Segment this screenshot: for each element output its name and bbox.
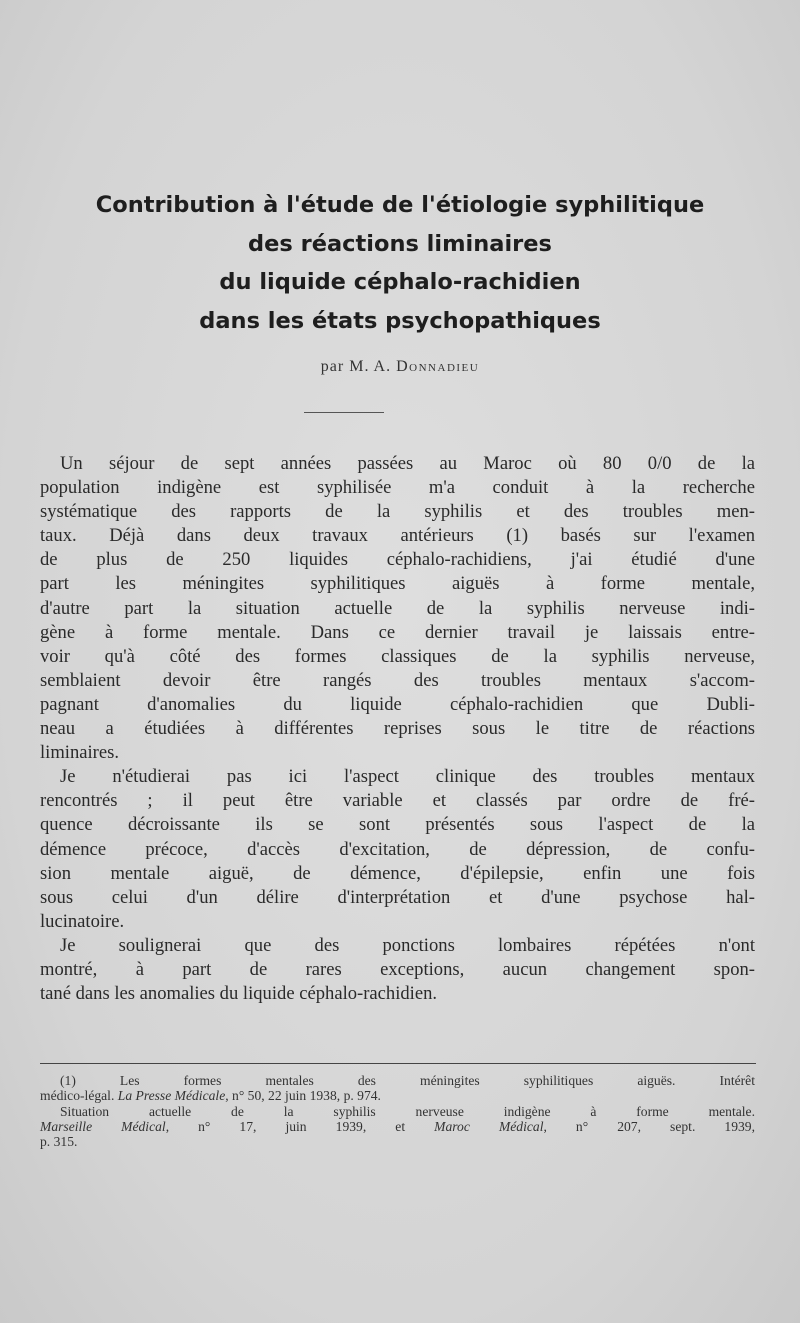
text-line: neau a étudiées à différentes reprises sous le titre de réactions: [40, 718, 755, 740]
journal-title: Marseille Médical: [40, 1118, 166, 1134]
footnote-2-line: Situation actuelle de la syphilis nerveuse indigène à forme mentale.: [60, 1103, 755, 1119]
text-line: lucinatoire.: [40, 910, 125, 932]
text-line: de plus de 250 liquides céphalo-rachidiens, j'ai étudié d'une: [40, 549, 755, 571]
text-line: quence décroissante ils se sont présentés sous l'aspect de la: [40, 814, 755, 836]
paragraph-3: [40, 934, 755, 1006]
byline-prefix: par M. A.: [320, 358, 392, 375]
footnote-text: , n° 207, sept. 1939,: [543, 1118, 755, 1134]
text-line: montré, à part de rares exceptions, aucun changement spon-: [40, 958, 755, 980]
footnote-1-line: [40, 1088, 755, 1103]
footnotes: [40, 1073, 755, 1149]
text-line: sous celui d'un délire d'interprétation et d'une psychose hal-: [40, 886, 755, 908]
text-line: gène à forme mentale. Dans ce dernier travail je laissais entre-: [40, 621, 755, 643]
title-line-3: du liquide céphalo-rachidien: [219, 269, 581, 295]
footnote-2-line: [40, 1119, 755, 1134]
title-line-1: Contribution à l'étude de l'étiologie syphilitique: [95, 192, 705, 218]
article-body: [40, 452, 755, 1006]
footnote-text: , n° 17, juin 1939, et: [165, 1118, 435, 1134]
paragraph-1: [40, 452, 755, 765]
text-line: part les méningites syphilitiques aiguës à forme mentale,: [40, 573, 755, 595]
journal-title: Maroc Médical: [434, 1118, 544, 1134]
text-line: Je n'étudierai pas ici l'aspect clinique des troubles mentaux: [60, 766, 755, 788]
author-byline: [0, 358, 800, 376]
title-line-4: dans les états psychopathiques: [199, 307, 601, 334]
text-line: Un séjour de sept années passées au Maroc où 80 0/0 de la: [60, 453, 755, 474]
text-line: taux. Déjà dans deux travaux antérieurs (1) basés sur l'examen: [40, 525, 755, 547]
text-line: d'autre part la situation actuelle de la syphilis nerveuse indi-: [40, 597, 755, 619]
paragraph-2: [40, 765, 755, 934]
footnote-1-line: (1) Les formes mentales des méningites syphilitiques aiguës. Intérêt: [60, 1073, 755, 1088]
article-title: [20, 186, 780, 340]
text-line: systématique des rapports de la syphilis et des troubles men-: [40, 501, 755, 523]
text-line: population indigène est syphilisée m'a conduit à la recherche: [40, 477, 755, 499]
text-line: tané dans les anomalies du liquide céphalo-rachidien.: [40, 983, 438, 1005]
text-line: sion mentale aiguë, de démence, d'épilepsie, enfin une fois: [40, 862, 755, 884]
author-name: Donnadieu: [396, 358, 480, 375]
text-line: rencontrés ; il peut être variable et classés par ordre de fré-: [40, 790, 755, 812]
footnote-text: médico-légal.: [40, 1088, 118, 1104]
footnote-text: , n° 50, 22 juin 1938, p. 974.: [225, 1088, 381, 1104]
text-line: voir qu'à côté des formes classiques de la syphilis nerveuse,: [40, 645, 755, 667]
footnote-separator: [40, 1063, 756, 1064]
text-line: Je soulignerai que des ponctions lombaires répétées n'ont: [60, 934, 755, 956]
text-line: pagnant d'anomalies du liquide céphalo-rachidien que Dubli-: [40, 693, 755, 715]
text-line: liminaires.: [40, 742, 120, 764]
journal-title: La Presse Médicale: [117, 1088, 226, 1104]
text-line: semblaient devoir être rangés des troubles mentaux s'accom-: [40, 669, 755, 691]
text-line: démence précoce, d'accès d'excitation, de dépression, de confu-: [40, 838, 755, 860]
title-separator: [304, 412, 384, 413]
title-line-2: des réactions liminaires: [248, 230, 552, 257]
footnote-2-line: p. 315.: [40, 1134, 78, 1150]
